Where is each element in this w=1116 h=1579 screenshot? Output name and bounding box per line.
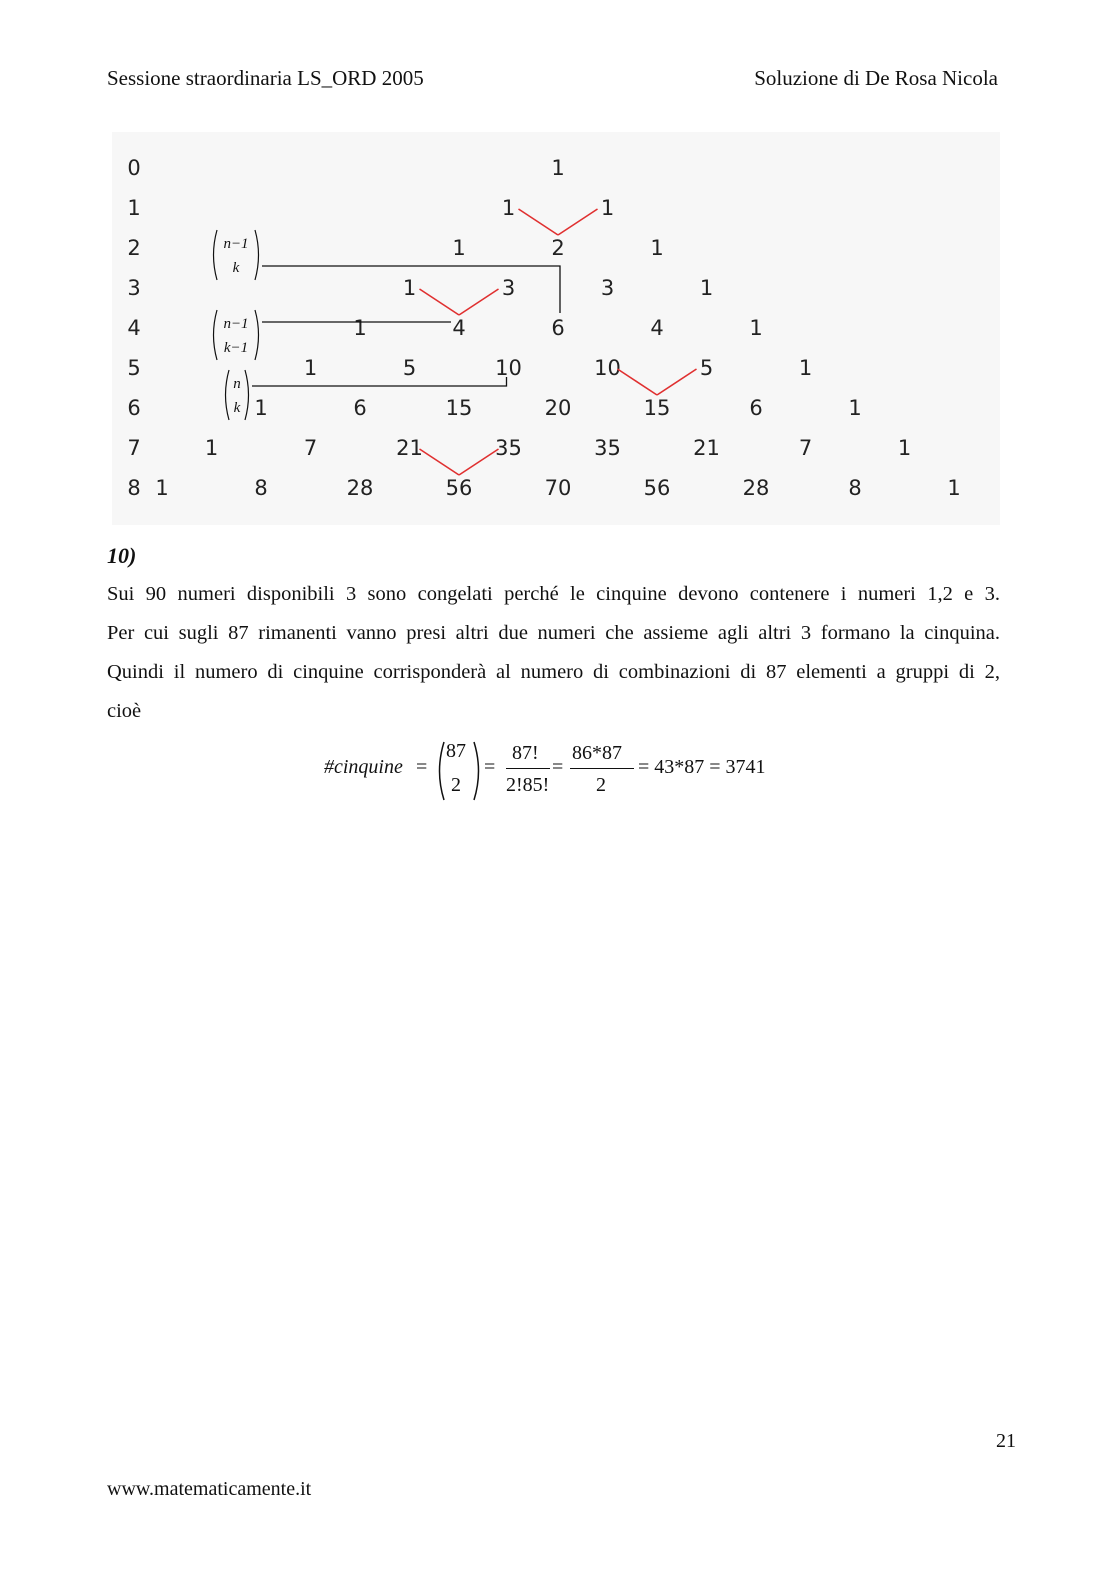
header-left: Sessione straordinaria LS_ORD 2005 — [107, 66, 424, 90]
triangle-number: 56 — [445, 476, 473, 500]
binomial-paren-left — [214, 310, 218, 360]
formula-eq-2: = — [484, 756, 496, 778]
sum-highlight-line — [519, 209, 559, 235]
question-line-2: Per cui sugli 87 rimanenti vanno presi altri due numeri che assieme agli altri 3 formano la cinquina. — [107, 622, 1000, 644]
triangle-number: 6 — [749, 396, 763, 420]
row-label: 7 — [127, 436, 141, 460]
pascal-triangle-svg — [112, 132, 1000, 525]
footer-url: www.matematicamente.it — [107, 1478, 312, 1500]
formula-eq-1: = — [416, 756, 428, 778]
connector-line — [252, 377, 507, 386]
triangle-number: 1 — [798, 356, 813, 380]
question-line-1: Sui 90 numeri disponibili 3 sono congelati perché le cinquine devono contenere i numeri 1,2 e 3. — [107, 583, 1000, 605]
binomial-paren-right — [245, 370, 249, 420]
page-number: 21 — [996, 1430, 1016, 1452]
triangle-number: 3 — [501, 276, 516, 300]
triangle-number: 1 — [897, 436, 912, 460]
pascal-triangle-figure — [112, 132, 1000, 525]
triangle-number: 5 — [402, 356, 417, 380]
triangle-number: 1 — [749, 316, 763, 340]
triangle-number: 1 — [848, 396, 862, 420]
triangle-number: 4 — [452, 316, 466, 340]
triangle-number: 20 — [544, 396, 572, 420]
triangle-number: 35 — [495, 436, 522, 460]
triangle-number: 3 — [600, 276, 615, 300]
triangle-number: 4 — [650, 316, 664, 340]
binomial-paren-right — [255, 230, 259, 280]
binomial-bottom: 2 — [451, 774, 461, 796]
sum-highlight-line — [618, 369, 658, 395]
triangle-number: 7 — [798, 436, 813, 460]
triangle-number: 1 — [650, 236, 664, 260]
triangle-number: 1 — [155, 476, 169, 500]
triangle-number: 1 — [452, 236, 466, 260]
triangle-number: 1 — [204, 436, 219, 460]
binomial-top-text: n−1 — [223, 316, 249, 332]
triangle-number: 21 — [693, 436, 720, 460]
triangle-number: 21 — [396, 436, 423, 460]
binomial-top: 87 — [446, 740, 466, 762]
binomial-bottom-text: k — [233, 400, 241, 416]
triangle-number: 5 — [699, 356, 714, 380]
triangle-number: 8 — [254, 476, 268, 500]
row-label: 8 — [127, 476, 141, 500]
triangle-number: 2 — [551, 236, 565, 260]
triangle-number: 8 — [848, 476, 862, 500]
triangle-number: 7 — [303, 436, 318, 460]
row-label: 4 — [127, 316, 141, 340]
question-label: 10) — [107, 543, 137, 568]
triangle-number: 1 — [303, 356, 318, 380]
fraction-1-numerator: 87! — [512, 742, 539, 764]
triangle-number: 1 — [501, 196, 516, 220]
sum-highlight-line — [459, 289, 499, 315]
sum-highlight-line — [420, 289, 460, 315]
fraction-2-bar — [570, 768, 634, 769]
fraction-1-bar — [506, 768, 550, 769]
triangle-number: 1 — [353, 316, 367, 340]
row-label: 6 — [127, 396, 141, 420]
formula-lhs: #cinquine — [324, 756, 403, 778]
binomial-paren-right — [255, 310, 259, 360]
triangle-number: 1 — [551, 156, 565, 180]
binomial-bottom-text: k — [232, 260, 240, 276]
triangle-number: 1 — [947, 476, 961, 500]
triangle-number: 56 — [643, 476, 671, 500]
fraction-1-denominator: 2!85! — [506, 774, 550, 796]
triangle-number: 28 — [346, 476, 374, 500]
triangle-number: 1 — [254, 396, 268, 420]
sum-highlight-line — [657, 369, 697, 395]
triangle-number: 1 — [402, 276, 417, 300]
binomial-bottom-text: k−1 — [223, 340, 249, 356]
sum-highlight-line — [420, 449, 460, 475]
row-label: 5 — [127, 356, 141, 380]
question-line-3: Quindi il numero di cinquine corrisponderà al numero di combinazioni di 87 elementi a gruppi di 2, — [107, 661, 1000, 683]
triangle-number: 70 — [544, 476, 572, 500]
row-label: 1 — [127, 196, 141, 220]
binomial-top-text: n — [233, 376, 241, 392]
row-label: 3 — [127, 276, 141, 300]
formula-result: = 43*87 = 3741 — [638, 756, 766, 778]
triangle-number: 10 — [495, 356, 522, 380]
triangle-number: 1 — [699, 276, 714, 300]
triangle-number: 15 — [643, 396, 671, 420]
row-label: 2 — [127, 236, 141, 260]
triangle-number: 1 — [600, 196, 615, 220]
sum-highlight-line — [459, 449, 499, 475]
triangle-number: 10 — [594, 356, 621, 380]
triangle-number: 35 — [594, 436, 621, 460]
triangle-number: 6 — [353, 396, 367, 420]
fraction-2-denominator: 2 — [596, 774, 606, 796]
binomial-top-text: n−1 — [223, 236, 249, 252]
triangle-number: 6 — [551, 316, 565, 340]
sum-highlight-line — [558, 209, 598, 235]
binomial-paren-left — [214, 230, 218, 280]
header-right: Soluzione di De Rosa Nicola — [754, 66, 998, 90]
triangle-number: 15 — [445, 396, 473, 420]
row-label: 0 — [127, 156, 141, 180]
formula-eq-3: = — [552, 756, 564, 778]
triangle-number: 28 — [742, 476, 770, 500]
binomial-paren-left — [226, 370, 230, 420]
fraction-2-numerator: 86*87 — [572, 742, 622, 764]
question-line-4: cioè — [107, 700, 142, 722]
